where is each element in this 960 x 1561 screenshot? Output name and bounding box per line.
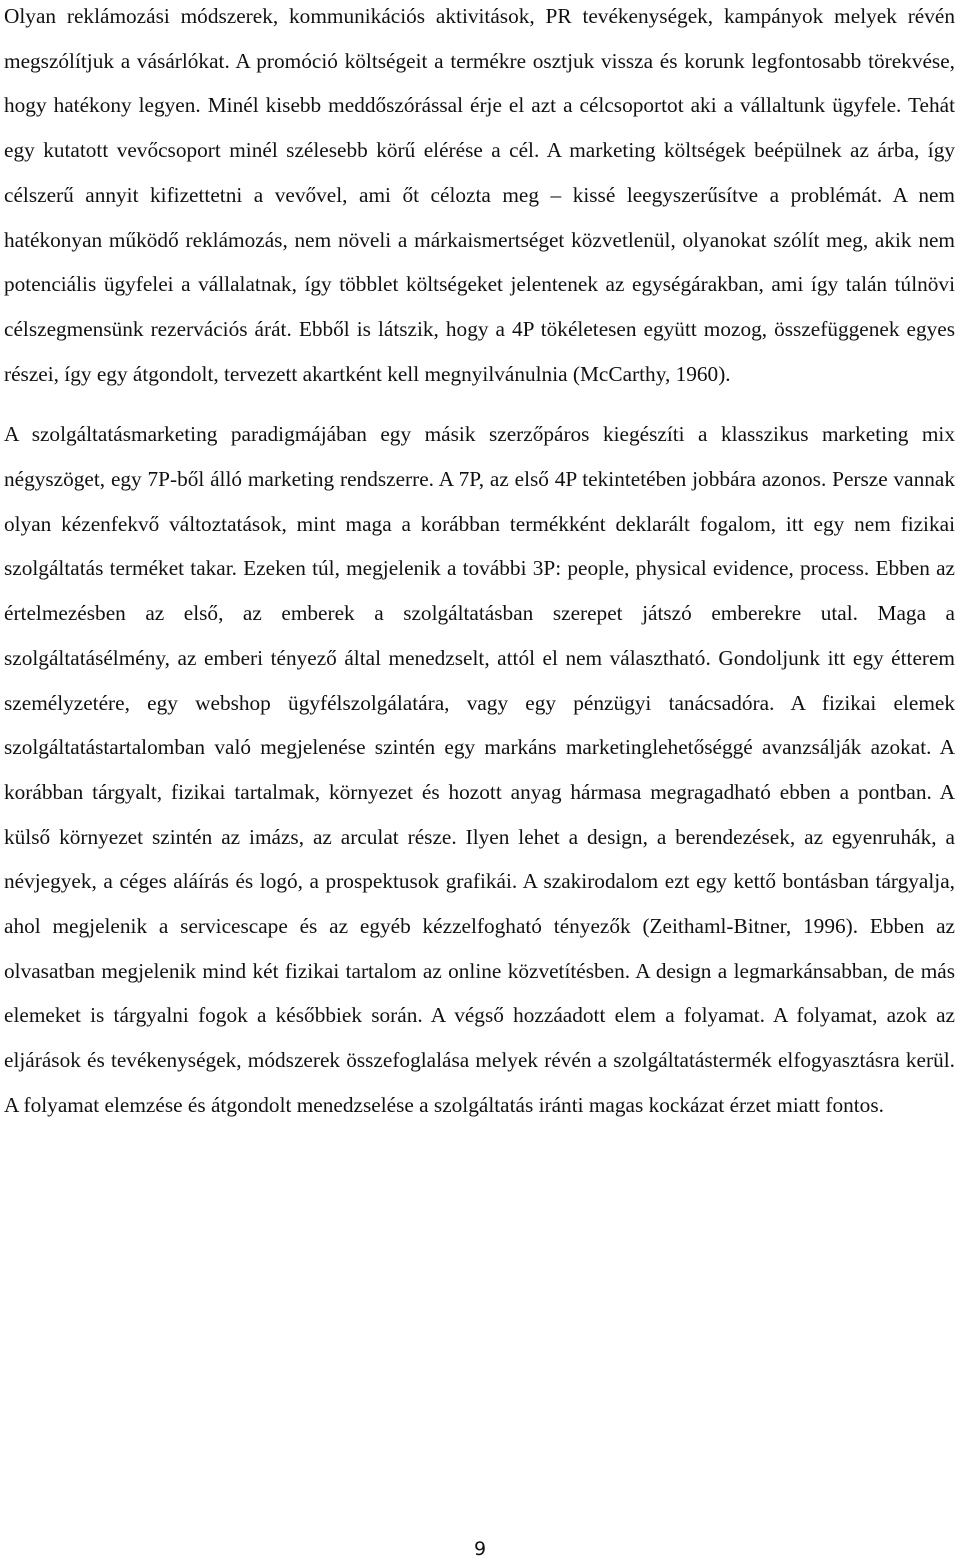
sentence: Gondoljunk itt egy étterem személyzetére, egy webshop ügyfélszolgálatára, vagy egy pénzügyi tanácsadóra.: [4, 645, 956, 715]
sentence: Tehát egy kutatott vevőcsoport minél szélesebb körű elérése a cél.: [4, 93, 955, 163]
sentence: A fizikai elemek szolgáltatástartalomban való megjelenése szintén egy markáns marketinglehetőséggé avanzsálják azokat.: [4, 690, 955, 760]
sentence: A design a legmarkánsabban, de más elemeket is tárgyalni fogok a későbbiek során.: [4, 958, 955, 1028]
sentence: A szakirodalom ezt egy kettő bontásban tárgyalja, ahol megjelenik a servicescape és az egyéb kézzelfogható tényezők (Zeithaml-Bitner, 1996).: [4, 869, 955, 939]
sentence: A marketing költségek beépülnek az árba, így célszerű annyit kifizettetni a vevővel, ami őt célozta meg – kissé leegyszerűsítve a problémát.: [4, 138, 956, 207]
sentence: Olyan reklámozási módszerek, kommunikációs aktivitások, PR tevékenységek, kampányok melyek révén megszólítjuk a vásárlókat.: [4, 4, 955, 73]
sentence: A szolgáltatásmarketing paradigmájában egy másik szerzőpáros kiegészíti a klasszikus marketing mix négyszöget, egy 7P-ből álló marketing rendszerre.: [4, 422, 955, 492]
document-body: [4, 0, 955, 1128]
sentence: Ilyen lehet a design, a berendezések, az egyenruhák, a névjegyek, a céges aláírás és logó, a prospektusok grafikái.: [4, 824, 955, 894]
page-number: 9: [473, 1538, 487, 1560]
sentence: A nem hatékonyan működő reklámozás, nem növeli a márkaismertséget közvetlenül, olyanokat szólít meg, akik nem potenciális ügyfelei a vállalatnak, így többlet költségeket jelentenek az egységárakban, ami így talán túlnövi célszegmensünk rezervációs árát.: [4, 182, 955, 341]
sentence: A folyamat, azok az eljárások és tevékenységek, módszerek összefoglalása melyek révén a szolgáltatástermék elfogyasztásra kerül.: [4, 1003, 955, 1073]
sentence: Ebben az értelmezésben az első, az emberek a szolgáltatásban szerepet játszó emberekre utal.: [4, 556, 955, 626]
sentence: Ebben az olvasatban megjelenik mind két fizikai tartalom az online közvetítésben.: [4, 914, 956, 983]
paragraph-1: [4, 0, 955, 396]
sentence: Minél kisebb meddőszórással érje el azt a célcsoportot aki a vállaltunk ügyfele.: [207, 93, 902, 118]
sentence: A 7P, az első 4P tekintetében jobbára azonos.: [438, 467, 827, 492]
sentence: Persze vannak olyan kézenfekvő változtatások, mint maga a korábban termékként deklarált fogalom, itt egy nem fizikai szolgáltatás terméket takar.: [4, 467, 955, 581]
sentence: Ebből is látszik, hogy a 4P tökéletesen együtt mozog, összefüggenek egyes részei, így egy átgondolt, tervezett akartként kell megnyilvánulnia (McCarthy, 1960).: [4, 316, 956, 386]
paragraph-2: [4, 412, 955, 1127]
sentence: A külső környezet szintén az imázs, az arculat része.: [4, 779, 955, 849]
sentence: A promóció költségeit a termékre osztjuk vissza és korunk legfontosabb törekvése, hogy hatékony legyen.: [4, 48, 955, 118]
sentence: A folyamat elemzése és átgondolt menedzselése a szolgáltatás iránti magas kockázat érzet miatt fontos.: [4, 1092, 884, 1117]
sentence: A korábban tárgyalt, fizikai tartalmak, környezet és hozott anyag hármasa megragadható ebben a pontban.: [4, 735, 955, 804]
sentence: Maga a szolgáltatásélmény, az emberi tényező által menedzselt, attól el nem választható.: [4, 601, 956, 670]
sentence: A végső hozzáadott elem a folyamat.: [430, 1003, 765, 1028]
sentence: Ezeken túl, megjelenik a további 3P: people, physical evidence, process.: [243, 556, 870, 581]
